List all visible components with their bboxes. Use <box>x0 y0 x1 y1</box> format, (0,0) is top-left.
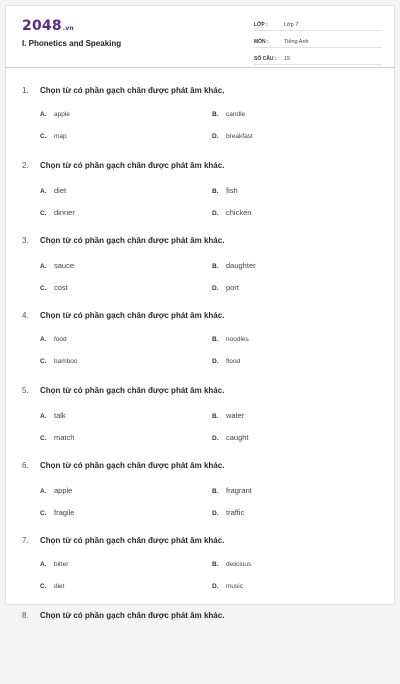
option-text: apple <box>54 486 73 495</box>
option-letter: C. <box>40 510 47 517</box>
option-d[interactable] <box>212 433 249 442</box>
option-letter: B. <box>212 263 219 270</box>
option-letter: C. <box>40 133 47 140</box>
option-d[interactable] <box>212 508 244 517</box>
meta-row-subject <box>254 34 382 48</box>
question-text: Chọn từ có phần gạch chân được phát âm khác. <box>40 536 225 545</box>
option-text: fragile <box>54 508 75 517</box>
question-item <box>6 159 396 234</box>
option-text: water <box>226 411 245 420</box>
question-header <box>22 536 224 545</box>
option-letter: B. <box>212 111 219 118</box>
option-text: delicious <box>226 561 252 568</box>
option-letter: A. <box>40 488 47 495</box>
option-a[interactable] <box>40 336 67 343</box>
question-item <box>6 84 396 159</box>
option-c[interactable] <box>40 583 64 590</box>
option-text: chicken <box>226 208 252 217</box>
option-text: bamboo <box>54 358 78 365</box>
option-letter: C. <box>40 285 47 292</box>
meta-row-count <box>254 51 382 65</box>
option-letter: B. <box>212 188 219 195</box>
meta-key: SỐ CÂU : <box>254 56 277 62</box>
option-text: caught <box>226 433 249 442</box>
meta-value: Tiếng Anh <box>284 39 309 45</box>
option-letter: C. <box>40 358 47 365</box>
option-text: dinner <box>54 208 75 217</box>
site-logo[interactable] <box>22 18 74 34</box>
option-text: flood <box>226 358 241 365</box>
option-text: match <box>54 433 75 442</box>
meta-value: Lớp 7 <box>284 22 299 28</box>
option-text: diet <box>54 186 67 195</box>
question-item <box>6 234 396 309</box>
option-c[interactable] <box>40 208 75 217</box>
question-item <box>6 384 396 459</box>
option-b[interactable] <box>212 186 238 195</box>
option-a[interactable] <box>40 261 74 270</box>
option-letter: B. <box>212 336 219 343</box>
option-b[interactable] <box>212 111 245 118</box>
option-text: food <box>54 336 67 343</box>
option-letter: B. <box>212 488 219 495</box>
question-header <box>22 461 224 470</box>
question-header <box>22 311 224 320</box>
option-b[interactable] <box>212 561 251 568</box>
option-text: candle <box>226 111 246 118</box>
question-number: 5. <box>22 386 29 395</box>
worksheet-page <box>5 5 395 620</box>
question-number: 7. <box>22 536 29 545</box>
option-letter: A. <box>40 561 47 568</box>
option-b[interactable] <box>212 261 256 270</box>
question-number: 2. <box>22 161 29 170</box>
option-text: cost <box>54 283 68 292</box>
option-d[interactable] <box>212 283 239 292</box>
question-item <box>6 534 396 609</box>
option-c[interactable] <box>40 508 74 517</box>
question-number: 3. <box>22 236 29 245</box>
option-b[interactable] <box>212 486 252 495</box>
logo-text: 2048 <box>22 18 62 34</box>
question-header <box>22 611 224 620</box>
option-text: bitter <box>54 561 69 568</box>
question-number: 4. <box>22 311 29 320</box>
question-item <box>6 309 396 384</box>
question-number: 1. <box>22 86 29 95</box>
question-list <box>6 84 396 684</box>
question-item <box>6 459 396 534</box>
option-letter: A. <box>40 413 47 420</box>
question-header <box>22 386 224 395</box>
option-d[interactable] <box>212 208 251 217</box>
option-letter: C. <box>40 583 47 590</box>
option-letter: A. <box>40 188 47 195</box>
question-text: Chọn từ có phần gạch chân được phát âm khác. <box>40 386 225 395</box>
option-letter: D. <box>212 285 219 292</box>
option-a[interactable] <box>40 111 70 118</box>
option-text: talk <box>54 411 66 420</box>
worksheet-header <box>6 6 394 68</box>
question-number: 8. <box>22 611 29 620</box>
option-text: fragrant <box>226 486 252 495</box>
option-letter: D. <box>212 358 219 365</box>
option-letter: A. <box>40 111 47 118</box>
option-text: traffic <box>226 508 245 517</box>
option-c[interactable] <box>40 358 78 365</box>
option-c[interactable] <box>40 283 68 292</box>
option-c[interactable] <box>40 133 67 140</box>
question-text: Chọn từ có phần gạch chân được phát âm khác. <box>40 311 225 320</box>
option-b[interactable] <box>212 411 244 420</box>
question-number: 6. <box>22 461 29 470</box>
question-text: Chọn từ có phần gạch chân được phát âm khác. <box>40 161 225 170</box>
option-text: daughter <box>226 261 256 270</box>
option-letter: D. <box>212 133 219 140</box>
option-letter: A. <box>40 263 47 270</box>
option-text: fish <box>226 186 238 195</box>
question-header <box>22 86 224 95</box>
option-letter: D. <box>212 510 219 517</box>
option-letter: C. <box>40 435 47 442</box>
option-text: noodles <box>226 336 249 343</box>
option-text: diet <box>54 583 65 590</box>
option-b[interactable] <box>212 336 249 343</box>
option-letter: D. <box>212 210 219 217</box>
option-a[interactable] <box>40 411 66 420</box>
option-text: sauce <box>54 261 75 270</box>
option-text: apple <box>54 111 70 118</box>
option-letter: C. <box>40 210 47 217</box>
option-letter: D. <box>212 435 219 442</box>
option-a[interactable] <box>40 561 68 568</box>
option-letter: A. <box>40 336 47 343</box>
worksheet-meta <box>254 17 382 68</box>
question-text: Chọn từ có phần gạch chân được phát âm khác. <box>40 236 225 245</box>
option-text: breakfast <box>226 133 253 140</box>
option-text: port <box>226 283 239 292</box>
logo-suffix: .vn <box>62 25 74 32</box>
option-d[interactable] <box>212 583 243 590</box>
option-text: music <box>226 583 243 590</box>
option-c[interactable] <box>40 433 74 442</box>
option-a[interactable] <box>40 186 66 195</box>
meta-row-class <box>254 17 382 31</box>
option-letter: B. <box>212 561 219 568</box>
option-a[interactable] <box>40 486 72 495</box>
meta-value: 15 <box>284 56 291 62</box>
option-text: map <box>54 133 67 140</box>
option-letter: B. <box>212 413 219 420</box>
question-text: Chọn từ có phần gạch chân được phát âm khác. <box>40 461 225 470</box>
meta-key: MÔN : <box>254 39 269 45</box>
option-d[interactable] <box>212 133 253 140</box>
question-text: Chọn từ có phần gạch chân được phát âm khác. <box>40 86 225 95</box>
question-header <box>22 236 224 245</box>
option-letter: D. <box>212 583 219 590</box>
question-text: Chọn từ có phần gạch chân được phát âm khác. <box>40 611 225 620</box>
meta-key: LỚP : <box>254 22 268 28</box>
question-item <box>6 609 396 684</box>
option-d[interactable] <box>212 358 240 365</box>
section-title: I. Phonetics and Speaking <box>22 39 122 48</box>
question-header <box>22 161 224 170</box>
